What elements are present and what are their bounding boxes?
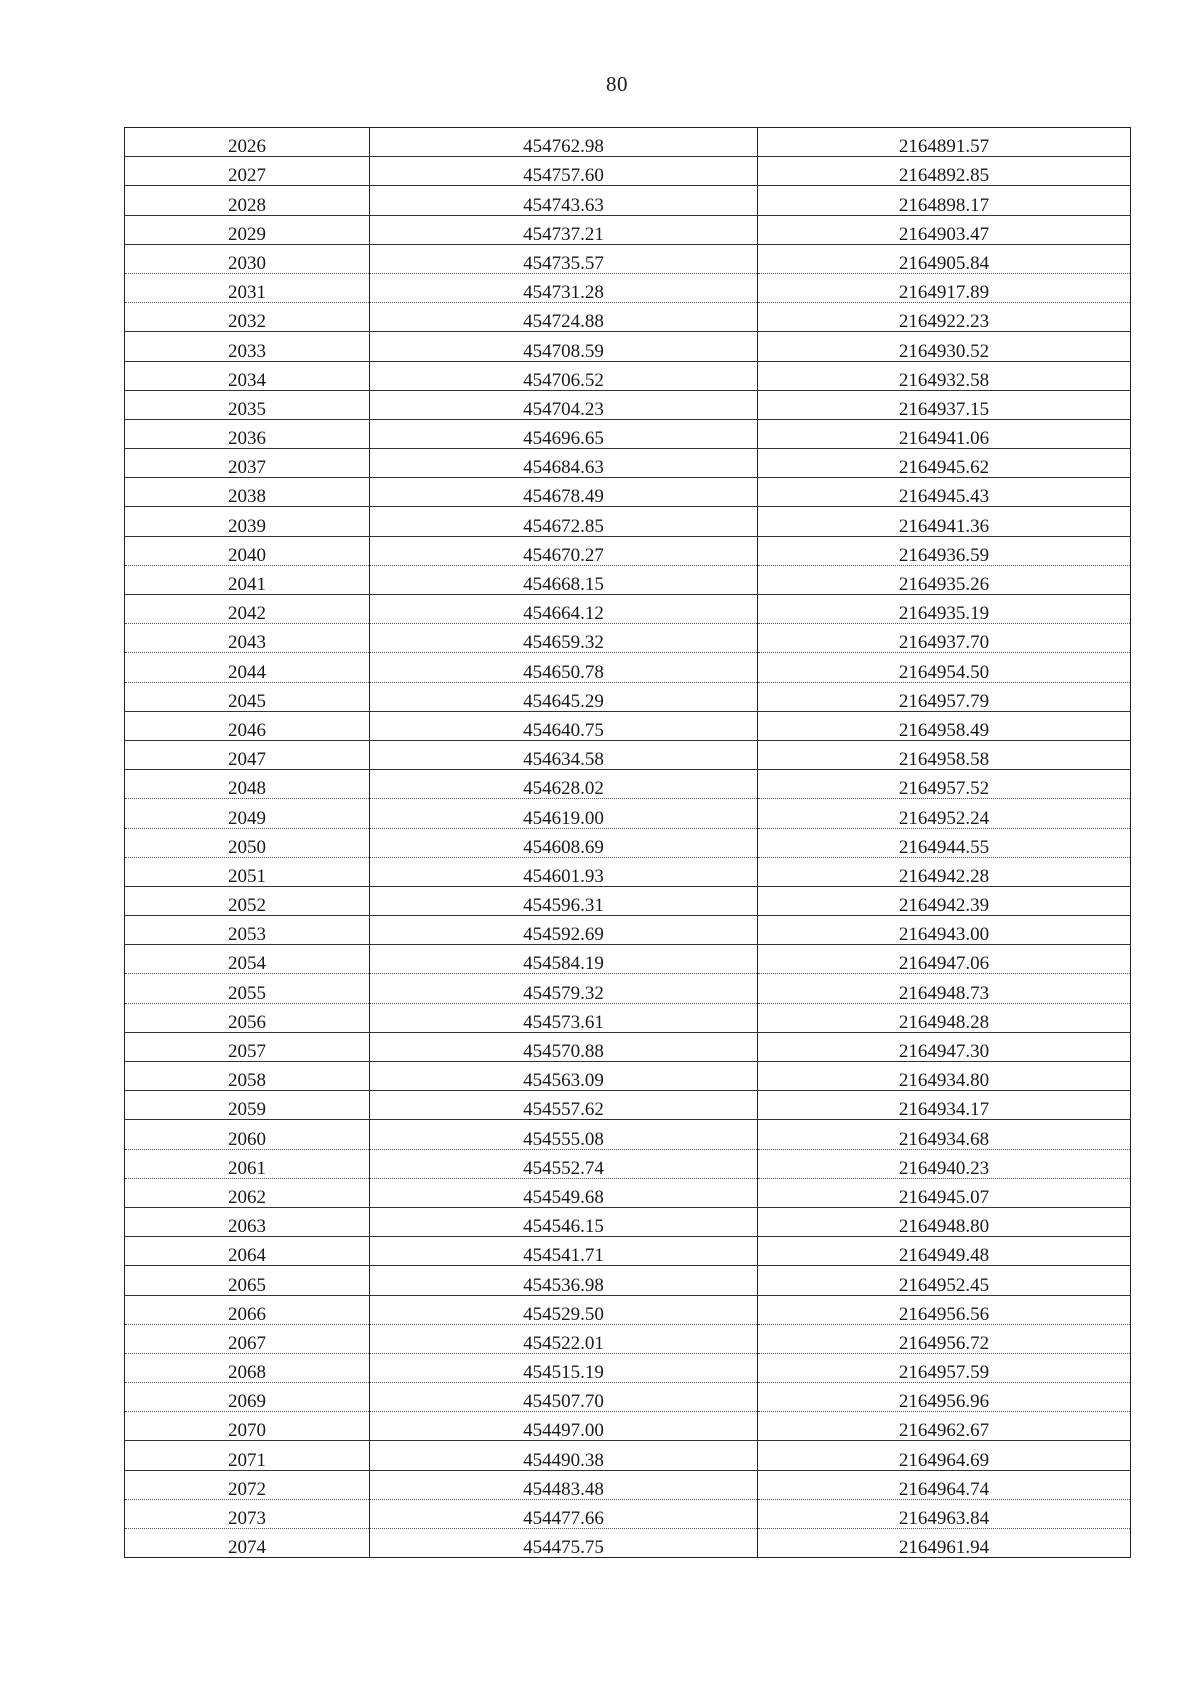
table-row <box>125 273 1131 302</box>
y-coordinate-cell: 2164936.59 <box>758 536 1131 565</box>
y-coordinate-cell: 2164958.58 <box>758 740 1131 769</box>
y-coordinate-cell: 2164945.62 <box>758 449 1131 478</box>
table-row <box>125 507 1131 536</box>
point-number-cell: 2051 <box>125 857 370 886</box>
table-row <box>125 215 1131 244</box>
y-coordinate-cell: 2164958.49 <box>758 711 1131 740</box>
table-row <box>125 1003 1131 1032</box>
table-row <box>125 682 1131 711</box>
point-number-cell: 2060 <box>125 1120 370 1149</box>
point-number-cell: 2061 <box>125 1149 370 1178</box>
y-coordinate-cell: 2164964.69 <box>758 1441 1131 1470</box>
x-coordinate-cell: 454608.69 <box>370 828 758 857</box>
table-row <box>125 1266 1131 1295</box>
point-number-cell: 2043 <box>125 624 370 653</box>
y-coordinate-cell: 2164941.06 <box>758 419 1131 448</box>
y-coordinate-cell: 2164952.24 <box>758 799 1131 828</box>
y-coordinate-cell: 2164948.28 <box>758 1003 1131 1032</box>
y-coordinate-cell: 2164934.80 <box>758 1062 1131 1091</box>
point-number-cell: 2044 <box>125 653 370 682</box>
table-row <box>125 1499 1131 1528</box>
y-coordinate-cell: 2164964.74 <box>758 1470 1131 1499</box>
x-coordinate-cell: 454570.88 <box>370 1032 758 1061</box>
point-number-cell: 2049 <box>125 799 370 828</box>
point-number-cell: 2070 <box>125 1412 370 1441</box>
y-coordinate-cell: 2164940.23 <box>758 1149 1131 1178</box>
y-coordinate-cell: 2164948.73 <box>758 974 1131 1003</box>
table-row <box>125 303 1131 332</box>
point-number-cell: 2074 <box>125 1529 370 1558</box>
point-number-cell: 2064 <box>125 1237 370 1266</box>
table-row <box>125 1091 1131 1120</box>
point-number-cell: 2072 <box>125 1470 370 1499</box>
y-coordinate-cell: 2164945.43 <box>758 478 1131 507</box>
table-row <box>125 478 1131 507</box>
y-coordinate-cell: 2164903.47 <box>758 215 1131 244</box>
table-row <box>125 1120 1131 1149</box>
x-coordinate-cell: 454477.66 <box>370 1499 758 1528</box>
point-number-cell: 2034 <box>125 361 370 390</box>
point-number-cell: 2046 <box>125 711 370 740</box>
point-number-cell: 2035 <box>125 390 370 419</box>
table-row <box>125 1529 1131 1558</box>
point-number-cell: 2056 <box>125 1003 370 1032</box>
point-number-cell: 2037 <box>125 449 370 478</box>
x-coordinate-cell: 454555.08 <box>370 1120 758 1149</box>
y-coordinate-cell: 2164937.70 <box>758 624 1131 653</box>
x-coordinate-cell: 454475.75 <box>370 1529 758 1558</box>
point-number-cell: 2032 <box>125 303 370 332</box>
x-coordinate-cell: 454684.63 <box>370 449 758 478</box>
x-coordinate-cell: 454628.02 <box>370 770 758 799</box>
table-row <box>125 449 1131 478</box>
x-coordinate-cell: 454634.58 <box>370 740 758 769</box>
table-row <box>125 419 1131 448</box>
table-row <box>125 390 1131 419</box>
point-number-cell: 2048 <box>125 770 370 799</box>
y-coordinate-cell: 2164935.19 <box>758 595 1131 624</box>
table-row <box>125 1470 1131 1499</box>
point-number-cell: 2028 <box>125 186 370 215</box>
point-number-cell: 2071 <box>125 1441 370 1470</box>
table-row <box>125 828 1131 857</box>
table-row <box>125 1062 1131 1091</box>
table-row <box>125 799 1131 828</box>
point-number-cell: 2069 <box>125 1383 370 1412</box>
x-coordinate-cell: 454619.00 <box>370 799 758 828</box>
y-coordinate-cell: 2164947.30 <box>758 1032 1131 1061</box>
table-row <box>125 1149 1131 1178</box>
point-number-cell: 2052 <box>125 886 370 915</box>
x-coordinate-cell: 454596.31 <box>370 886 758 915</box>
table-row <box>125 1237 1131 1266</box>
table-body <box>125 128 1131 1558</box>
y-coordinate-cell: 2164943.00 <box>758 916 1131 945</box>
point-number-cell: 2059 <box>125 1091 370 1120</box>
table-row <box>125 536 1131 565</box>
y-coordinate-cell: 2164952.45 <box>758 1266 1131 1295</box>
y-coordinate-cell: 2164947.06 <box>758 945 1131 974</box>
point-number-cell: 2058 <box>125 1062 370 1091</box>
x-coordinate-cell: 454670.27 <box>370 536 758 565</box>
table-row <box>125 740 1131 769</box>
x-coordinate-cell: 454563.09 <box>370 1062 758 1091</box>
y-coordinate-cell: 2164937.15 <box>758 390 1131 419</box>
x-coordinate-cell: 454546.15 <box>370 1207 758 1236</box>
table-row <box>125 711 1131 740</box>
x-coordinate-cell: 454515.19 <box>370 1353 758 1382</box>
y-coordinate-cell: 2164905.84 <box>758 244 1131 273</box>
table-row <box>125 1383 1131 1412</box>
x-coordinate-cell: 454724.88 <box>370 303 758 332</box>
y-coordinate-cell: 2164954.50 <box>758 653 1131 682</box>
y-coordinate-cell: 2164932.58 <box>758 361 1131 390</box>
x-coordinate-cell: 454708.59 <box>370 332 758 361</box>
y-coordinate-cell: 2164956.56 <box>758 1295 1131 1324</box>
x-coordinate-cell: 454573.61 <box>370 1003 758 1032</box>
table-row <box>125 1324 1131 1353</box>
x-coordinate-cell: 454640.75 <box>370 711 758 740</box>
point-number-cell: 2062 <box>125 1178 370 1207</box>
x-coordinate-cell: 454672.85 <box>370 507 758 536</box>
table-row <box>125 186 1131 215</box>
x-coordinate-cell: 454696.65 <box>370 419 758 448</box>
y-coordinate-cell: 2164945.07 <box>758 1178 1131 1207</box>
y-coordinate-cell: 2164948.80 <box>758 1207 1131 1236</box>
x-coordinate-cell: 454737.21 <box>370 215 758 244</box>
table-row <box>125 1295 1131 1324</box>
table-row <box>125 974 1131 1003</box>
x-coordinate-cell: 454731.28 <box>370 273 758 302</box>
point-number-cell: 2065 <box>125 1266 370 1295</box>
table-row <box>125 1353 1131 1382</box>
table-row <box>125 332 1131 361</box>
y-coordinate-cell: 2164935.26 <box>758 565 1131 594</box>
table-row <box>125 945 1131 974</box>
x-coordinate-cell: 454735.57 <box>370 244 758 273</box>
y-coordinate-cell: 2164961.94 <box>758 1529 1131 1558</box>
point-number-cell: 2057 <box>125 1032 370 1061</box>
x-coordinate-cell: 454762.98 <box>370 128 758 157</box>
y-coordinate-cell: 2164956.96 <box>758 1383 1131 1412</box>
point-number-cell: 2055 <box>125 974 370 1003</box>
point-number-cell: 2066 <box>125 1295 370 1324</box>
x-coordinate-cell: 454664.12 <box>370 595 758 624</box>
x-coordinate-cell: 454704.23 <box>370 390 758 419</box>
point-number-cell: 2073 <box>125 1499 370 1528</box>
x-coordinate-cell: 454579.32 <box>370 974 758 1003</box>
y-coordinate-cell: 2164891.57 <box>758 128 1131 157</box>
point-number-cell: 2041 <box>125 565 370 594</box>
table-row <box>125 361 1131 390</box>
table-row <box>125 244 1131 273</box>
y-coordinate-cell: 2164957.59 <box>758 1353 1131 1382</box>
table-row <box>125 1441 1131 1470</box>
point-number-cell: 2033 <box>125 332 370 361</box>
y-coordinate-cell: 2164934.68 <box>758 1120 1131 1149</box>
y-coordinate-cell: 2164942.39 <box>758 886 1131 915</box>
x-coordinate-cell: 454483.48 <box>370 1470 758 1499</box>
y-coordinate-cell: 2164957.52 <box>758 770 1131 799</box>
x-coordinate-cell: 454552.74 <box>370 1149 758 1178</box>
y-coordinate-cell: 2164917.89 <box>758 273 1131 302</box>
x-coordinate-cell: 454541.71 <box>370 1237 758 1266</box>
coordinates-table <box>124 127 1131 1558</box>
y-coordinate-cell: 2164934.17 <box>758 1091 1131 1120</box>
y-coordinate-cell: 2164930.52 <box>758 332 1131 361</box>
x-coordinate-cell: 454592.69 <box>370 916 758 945</box>
x-coordinate-cell: 454659.32 <box>370 624 758 653</box>
x-coordinate-cell: 454645.29 <box>370 682 758 711</box>
table-row <box>125 857 1131 886</box>
y-coordinate-cell: 2164963.84 <box>758 1499 1131 1528</box>
x-coordinate-cell: 454497.00 <box>370 1412 758 1441</box>
x-coordinate-cell: 454706.52 <box>370 361 758 390</box>
x-coordinate-cell: 454668.15 <box>370 565 758 594</box>
x-coordinate-cell: 454507.70 <box>370 1383 758 1412</box>
point-number-cell: 2045 <box>125 682 370 711</box>
x-coordinate-cell: 454601.93 <box>370 857 758 886</box>
y-coordinate-cell: 2164941.36 <box>758 507 1131 536</box>
point-number-cell: 2067 <box>125 1324 370 1353</box>
point-number-cell: 2036 <box>125 419 370 448</box>
y-coordinate-cell: 2164942.28 <box>758 857 1131 886</box>
point-number-cell: 2050 <box>125 828 370 857</box>
point-number-cell: 2047 <box>125 740 370 769</box>
y-coordinate-cell: 2164892.85 <box>758 157 1131 186</box>
point-number-cell: 2031 <box>125 273 370 302</box>
y-coordinate-cell: 2164944.55 <box>758 828 1131 857</box>
x-coordinate-cell: 454536.98 <box>370 1266 758 1295</box>
point-number-cell: 2026 <box>125 128 370 157</box>
x-coordinate-cell: 454490.38 <box>370 1441 758 1470</box>
point-number-cell: 2027 <box>125 157 370 186</box>
point-number-cell: 2063 <box>125 1207 370 1236</box>
x-coordinate-cell: 454650.78 <box>370 653 758 682</box>
point-number-cell: 2029 <box>125 215 370 244</box>
table-row <box>125 653 1131 682</box>
y-coordinate-cell: 2164957.79 <box>758 682 1131 711</box>
point-number-cell: 2039 <box>125 507 370 536</box>
point-number-cell: 2068 <box>125 1353 370 1382</box>
table-row <box>125 128 1131 157</box>
point-number-cell: 2030 <box>125 244 370 273</box>
table-row <box>125 1412 1131 1441</box>
y-coordinate-cell: 2164962.67 <box>758 1412 1131 1441</box>
x-coordinate-cell: 454522.01 <box>370 1324 758 1353</box>
x-coordinate-cell: 454678.49 <box>370 478 758 507</box>
page-number: 80 <box>606 72 628 96</box>
x-coordinate-cell: 454743.63 <box>370 186 758 215</box>
table-row <box>125 1207 1131 1236</box>
table-row <box>125 886 1131 915</box>
table-row <box>125 1178 1131 1207</box>
y-coordinate-cell: 2164956.72 <box>758 1324 1131 1353</box>
y-coordinate-cell: 2164949.48 <box>758 1237 1131 1266</box>
point-number-cell: 2038 <box>125 478 370 507</box>
table-row <box>125 157 1131 186</box>
x-coordinate-cell: 454529.50 <box>370 1295 758 1324</box>
table-row <box>125 624 1131 653</box>
table-row <box>125 565 1131 594</box>
table-row <box>125 916 1131 945</box>
y-coordinate-cell: 2164922.23 <box>758 303 1131 332</box>
x-coordinate-cell: 454584.19 <box>370 945 758 974</box>
point-number-cell: 2054 <box>125 945 370 974</box>
point-number-cell: 2040 <box>125 536 370 565</box>
point-number-cell: 2042 <box>125 595 370 624</box>
x-coordinate-cell: 454757.60 <box>370 157 758 186</box>
point-number-cell: 2053 <box>125 916 370 945</box>
table-row <box>125 770 1131 799</box>
x-coordinate-cell: 454557.62 <box>370 1091 758 1120</box>
table-row <box>125 1032 1131 1061</box>
y-coordinate-cell: 2164898.17 <box>758 186 1131 215</box>
x-coordinate-cell: 454549.68 <box>370 1178 758 1207</box>
table-row <box>125 595 1131 624</box>
